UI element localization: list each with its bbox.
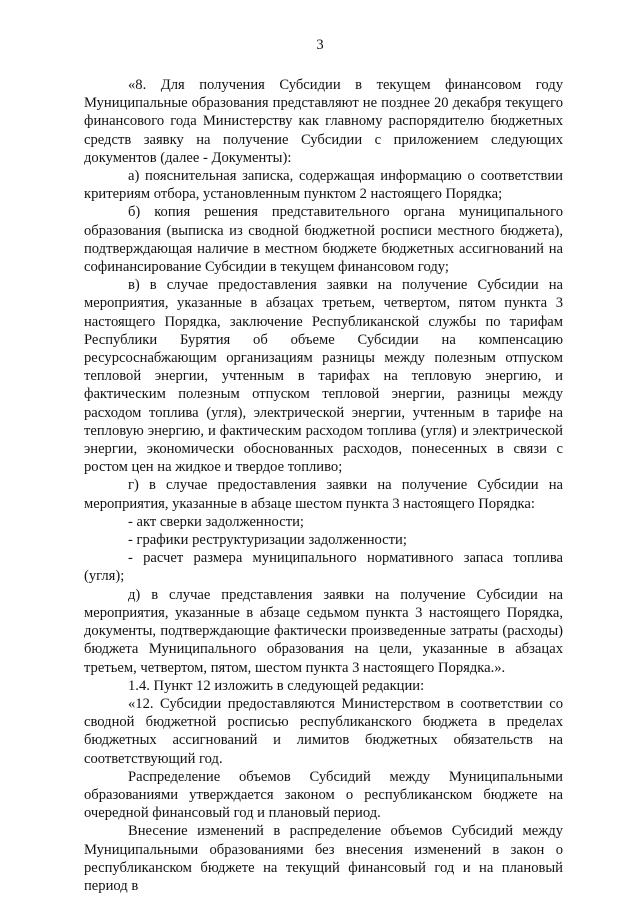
paragraph-changes: Внесение изменений в распределение объемов Субсидий между Муниципальными образованиями без внесения изменений в закон о республиканском бюджете на текущий финансовый год и на плановый период в — [84, 823, 563, 894]
paragraph-distribution: Распределение объемов Субсидий между Муниципальными образованиями утверждается законом о республиканском бюджете на очередной финансовый год и плановый период. — [84, 768, 563, 822]
paragraph-item-a: а) пояснительная записка, содержащая информацию о соответствии критериям отбора, установленным пунктом 2 настоящего Порядка; — [84, 168, 563, 203]
paragraph-item-b: б) копия решения представительного органа муниципального образования (выписка из сводной бюджетной росписи местного бюджета), подтверждающая наличие в местном бюджете бюджетных ассигнований на софинансирование Субсидии в текущем финансовом году; — [84, 204, 563, 276]
paragraph-dash-item: - акт сверки задолженности; — [128, 513, 304, 530]
paragraph-item-v: в) в случае предоставления заявки на получение Субсидии на мероприятия, указанные в абзацах третьем, четвертом, пятом пункта 3 настоящего Порядка, заключение Республиканской службы по тарифам Республики Бурятия об объеме Субсидии на компенсацию ресурсоснабжающим организациям разницы между полезным отпуском тепловой энергии, учтенным в тарифах на тепловую энергию, и фактическим полезным отпуском тепловой энергии, разницы между расходом топлива (угля), электрической энергии, учтенным в тарифе на тепловую энергию, и фактическим расходом топлива (угля) и электрической энергии, экономически обоснованных расходов, понесенных в связи с ростом цен на жидкое и твердое топливо; — [84, 277, 563, 476]
page-number: 3 — [316, 37, 324, 53]
paragraph-amendment-1-4: 1.4. Пункт 12 изложить в следующей редакции: — [128, 677, 425, 694]
paragraph-clause-8: «8. Для получения Субсидии в текущем финансовом году Муниципальные образования представляют не позднее 20 декабря текущего финансового года Министерству как главному распорядителю бюджетных средств заявку на получение Субсидии с приложением следующих документов (далее - Документы): — [84, 77, 563, 166]
paragraph-clause-12: «12. Субсидии предоставляются Министерством в соответствии со сводной бюджетной росписью республиканского бюджета в пределах бюджетных ассигнований и лимитов бюджетных обязательств на соответствующий год. — [84, 695, 563, 767]
paragraph-item-g: г) в случае предоставления заявки на получение Субсидии на мероприятия, указанные в абзаце шестом пункта 3 настоящего Порядка: — [84, 477, 563, 512]
document-body — [84, 76, 563, 895]
paragraph-item-d: д) в случае представления заявки на получение Субсидии на мероприятия, указанные в абзаце седьмом пункта 3 настоящего Порядка, документы, подтверждающие фактически произведенные затраты (расходы) бюджета Муниципального образования на цели, указанные в абзацах третьем, четвертом, пятом, шестом пункта 3 настоящего Порядка.». — [84, 586, 563, 676]
paragraph-dash-item: - расчет размера муниципального нормативного запаса топлива (угля); — [84, 550, 563, 585]
paragraph-dash-item: - графики реструктуризации задолженности; — [128, 532, 407, 549]
